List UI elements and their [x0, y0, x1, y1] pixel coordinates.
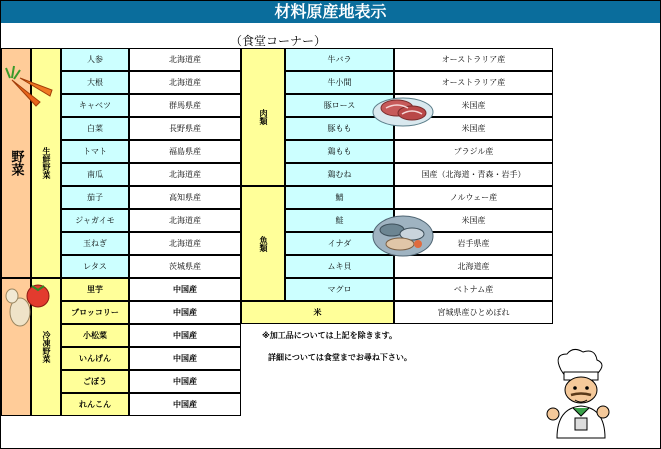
page-title: 材料原産地表示 — [1, 1, 660, 23]
rice-label-cell: 米 — [241, 301, 394, 324]
fish-name-cell: ムキ貝 — [285, 255, 394, 278]
vegetable-name-cell: キャベツ — [61, 94, 129, 117]
vegetable-name-cell: 玉ねぎ — [61, 232, 129, 255]
meat-origin-cell: オーストラリア産 — [394, 48, 553, 71]
page-subtitle: （食堂コーナー） — [229, 34, 326, 48]
frozen-vegetable-name-cell: 小松菜 — [61, 324, 129, 347]
fish-label: 魚類 — [241, 186, 285, 301]
footnote-text: 詳細については食堂までお尋ね下さい。 — [268, 353, 412, 362]
frozen-vegetable-name-cell: ごぼう — [61, 370, 129, 393]
frozen-vegetable-name-cell: いんげん — [61, 347, 129, 370]
footnote-text: ※加工品については上記を除きます。 — [262, 331, 397, 340]
rice-origin-cell: 宮城県産ひとめぼれ — [394, 301, 553, 324]
frozen-vegetable-name-cell: 里芋 — [61, 278, 129, 301]
vegetable-name-cell: トマト — [61, 140, 129, 163]
chef-illustration — [543, 348, 615, 444]
frozen-vegetable-name-cell: れんこん — [61, 393, 129, 416]
meat-origin-cell: ブラジル産 — [394, 140, 553, 163]
frozen-vegetable-label: 冷凍野菜 — [31, 278, 61, 416]
carrot-illustration — [6, 66, 54, 110]
meat-origin-cell: 国産（北海道・青森・岩手） — [394, 163, 553, 186]
fish-origin-cell: ノルウェー産 — [394, 186, 553, 209]
vegetable-name-cell: 人参 — [61, 48, 129, 71]
vegetable-origin-cell: 北海道産 — [129, 232, 241, 255]
vegetable-name-cell: 茄子 — [61, 186, 129, 209]
frozen-vegetable-origin-cell: 中国産 — [129, 301, 241, 324]
frozen-vegetable-origin-cell: 中国産 — [129, 347, 241, 370]
vegetable-origin-cell: 北海道産 — [129, 48, 241, 71]
meat-label: 肉類 — [241, 48, 285, 186]
meat-origin-cell: 米国産 — [394, 117, 553, 140]
meat-name-cell: 鶏むね — [285, 163, 394, 186]
meat-name-cell: 牛小間 — [285, 71, 394, 94]
vegetable-origin-cell: 茨城県産 — [129, 255, 241, 278]
frozen-vegetable-origin-cell: 中国産 — [129, 278, 241, 301]
vegetable-origin-cell: 北海道産 — [129, 163, 241, 186]
vegetable-origin-cell: 高知県産 — [129, 186, 241, 209]
vegetable-origin-cell: 北海道産 — [129, 209, 241, 232]
meat-name-cell: 牛バラ — [285, 48, 394, 71]
meat-name-cell: 豚ロース — [285, 94, 394, 117]
frozen-vegetable-origin-cell: 中国産 — [129, 324, 241, 347]
meat-name-cell: 豚もも — [285, 117, 394, 140]
tomato-illustration — [4, 282, 52, 332]
vegetable-name-cell: 白菜 — [61, 117, 129, 140]
fish-name-cell: マグロ — [285, 278, 394, 301]
fresh-vegetable-label: 生鮮野菜 — [31, 48, 61, 278]
fish-name-cell: 鯖 — [285, 186, 394, 209]
frozen-vegetable-origin-cell: 中国産 — [129, 393, 241, 416]
fish-origin-cell: 岩手県産 — [394, 232, 553, 255]
vegetable-origin-cell: 福島県産 — [129, 140, 241, 163]
fish-origin-cell: ベトナム産 — [394, 278, 553, 301]
vegetable-origin-cell: 長野県産 — [129, 117, 241, 140]
frozen-vegetable-origin-cell: 中国産 — [129, 370, 241, 393]
vegetable-category-cell: 野菜 — [1, 48, 31, 278]
fish-name-cell: 鮭 — [285, 209, 394, 232]
fish-origin-cell: 米国産 — [394, 209, 553, 232]
frozen-vegetable-name-cell: ブロッコリー — [61, 301, 129, 324]
meat-origin-cell: 米国産 — [394, 94, 553, 117]
fish-name-cell: イナダ — [285, 232, 394, 255]
meat-name-cell: 鶏もも — [285, 140, 394, 163]
fish-origin-cell: 北海道産 — [394, 255, 553, 278]
vegetable-origin-cell: 群馬県産 — [129, 94, 241, 117]
vegetable-name-cell: 南瓜 — [61, 163, 129, 186]
vegetable-name-cell: レタス — [61, 255, 129, 278]
meat-illustration — [372, 92, 434, 128]
vegetable-origin-cell: 北海道産 — [129, 71, 241, 94]
meat-origin-cell: オーストラリア産 — [394, 71, 553, 94]
vegetable-name-cell: ジャガイモ — [61, 209, 129, 232]
fish-illustration — [372, 212, 434, 258]
vegetable-name-cell: 大根 — [61, 71, 129, 94]
